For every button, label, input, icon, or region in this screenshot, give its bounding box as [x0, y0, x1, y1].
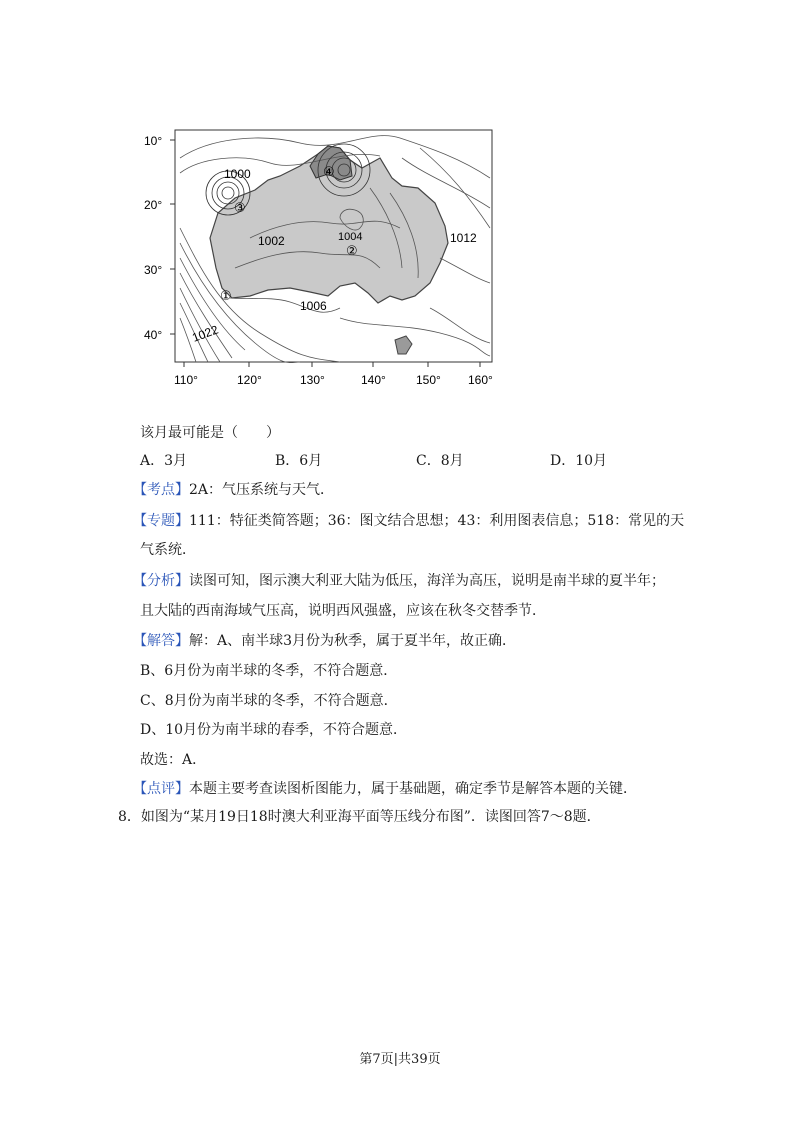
dianping-text: 本题主要考查读图析图能力，属于基础题，确定季节是解答本题的关键． [189, 781, 637, 797]
fenxi-text-1: 读图可知，图示澳大利亚大陆为低压，海洋为高压，说明是南半球的夏半年； [189, 573, 665, 589]
answer-line-c: C、8月份为南半球的冬季，不符合题意． [140, 693, 398, 709]
lon-label-120: 120° [237, 373, 262, 387]
zhuanti-line [133, 511, 684, 531]
question-stem: 该月最可能是（ ） [140, 425, 280, 441]
lon-label-160: 160° [468, 373, 493, 387]
lon-label-150: 150° [416, 373, 441, 387]
jieda-line [133, 631, 516, 651]
kaodian-tag: 【考点】 [133, 482, 189, 498]
option-d-text: 10月 [575, 453, 608, 469]
isobar-label-1006: 1006 [300, 299, 327, 313]
kaodian-line [133, 480, 334, 500]
option-b-letter: B [275, 453, 286, 469]
dianping-tag: 【点评】 [133, 781, 189, 797]
zhuanti-tag: 【专题】 [133, 513, 189, 529]
option-c-letter: C [416, 453, 427, 469]
fenxi-line [133, 571, 665, 591]
isobar-label-1004: 1004 [338, 231, 363, 243]
lon-label-110: 110° [174, 373, 198, 387]
isobar-map-figure [140, 118, 510, 398]
fenxi-text-2: 且大陆的西南海域气压高，说明西风强盛，应该在秋冬交替季节． [140, 603, 546, 619]
marker-4: ④ [323, 165, 335, 180]
option-b-text: 6月 [299, 453, 323, 469]
option-b: B．6月 [275, 453, 323, 469]
jieda-tag: 【解答】 [133, 633, 189, 649]
option-d: D．10月 [550, 453, 608, 469]
option-c-text: 8月 [440, 453, 464, 469]
lat-label-10: 10° [144, 134, 163, 148]
option-a-letter: A [140, 453, 151, 469]
dianping-line [133, 779, 637, 799]
marker-1: ① [220, 289, 232, 304]
isobar-map [140, 118, 510, 398]
lat-label-40: 40° [144, 328, 163, 342]
fenxi-tag: 【分析】 [133, 573, 189, 589]
answer-line-d: D、10月份为南半球的春季，不符合题意． [140, 722, 408, 738]
marker-3: ③ [234, 201, 246, 216]
isobar-label-1022: 1022 [190, 322, 221, 345]
option-c: C．8月 [416, 453, 464, 469]
isobar-label-1000: 1000 [224, 167, 251, 181]
zhuanti-text-2: 气系统． [140, 542, 196, 558]
option-a: A．3月 [140, 453, 188, 469]
kaodian-text: 2A：气压系统与天气． [189, 482, 335, 498]
isobar-label-1002: 1002 [258, 234, 285, 248]
jieda-text: 解：A、南半球3月份为秋季，属于夏半年，故正确． [189, 633, 517, 649]
lon-label-130: 130° [300, 373, 325, 387]
page-footer: 第7页|共39页 [359, 1052, 441, 1067]
marker-2: ② [346, 244, 358, 259]
isobar-label-1012: 1012 [450, 231, 477, 245]
answer-choice: 故选：A． [140, 752, 207, 768]
lon-label-140: 140° [361, 373, 386, 387]
option-d-letter: D [550, 453, 562, 469]
zhuanti-text-1: 111：特征类简答题；36：图文结合思想；43：利用图表信息；518：常见的天 [189, 513, 685, 529]
option-a-text: 3月 [164, 453, 188, 469]
answer-line-b: B、6月份为南半球的冬季，不符合题意． [140, 663, 398, 679]
lat-label-20: 20° [144, 198, 163, 212]
next-question: 8．如图为“某月19日18时澳大利亚海平面等压线分布图”．读图回答7～8题． [118, 809, 601, 825]
lat-label-30: 30° [144, 263, 163, 277]
